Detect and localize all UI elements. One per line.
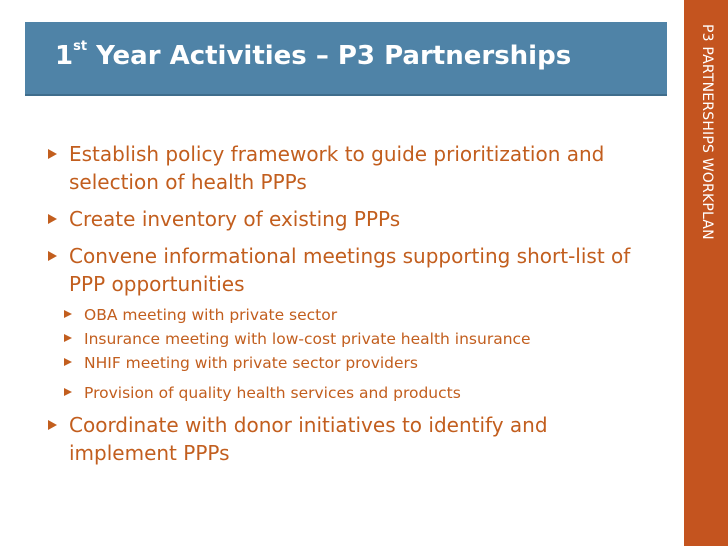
bullet-text: Convene informational meetings supporting short-list of PPP opportunities xyxy=(69,244,631,296)
title-bar xyxy=(25,22,667,96)
title-superscript: st xyxy=(73,39,88,55)
triangle-bullet-icon xyxy=(48,251,57,279)
sub-bullet-text: Provision of quality health services and products xyxy=(84,384,461,402)
sub-bullet-text: NHIF meeting with private sector providers xyxy=(84,354,418,372)
triangle-bullet-icon xyxy=(64,388,72,412)
bullet-item xyxy=(48,242,648,298)
side-label: P3 PARTNERSHIPS WORKPLAN xyxy=(699,24,715,240)
sub-bullet-item xyxy=(64,303,648,327)
sub-bullet-list xyxy=(64,303,648,405)
bullet-item xyxy=(48,140,648,196)
triangle-bullet-icon xyxy=(48,149,57,177)
sub-bullet-text: Insurance meeting with low-cost private health insurance xyxy=(84,330,531,348)
triangle-bullet-icon xyxy=(48,214,57,242)
title-rest: Year Activities – P3 Partnerships xyxy=(87,41,572,71)
sub-bullet-item xyxy=(64,351,648,375)
sub-bullet-item xyxy=(64,327,648,351)
bullet-item xyxy=(48,411,648,467)
triangle-bullet-icon xyxy=(48,420,57,448)
sub-bullet-item xyxy=(64,381,648,405)
bullet-text: Coordinate with donor initiatives to identify and implement PPPs xyxy=(69,413,548,465)
sub-bullet-text: OBA meeting with private sector xyxy=(84,306,338,324)
bullet-list xyxy=(48,140,648,476)
bullet-text: Establish policy framework to guide prioritization and selection of health PPPs xyxy=(69,142,605,194)
bullet-text: Create inventory of existing PPPs xyxy=(69,207,401,231)
bullet-item xyxy=(48,205,648,233)
slide-title xyxy=(55,39,571,73)
title-prefix: 1 xyxy=(55,41,74,71)
triangle-bullet-icon xyxy=(64,358,72,382)
